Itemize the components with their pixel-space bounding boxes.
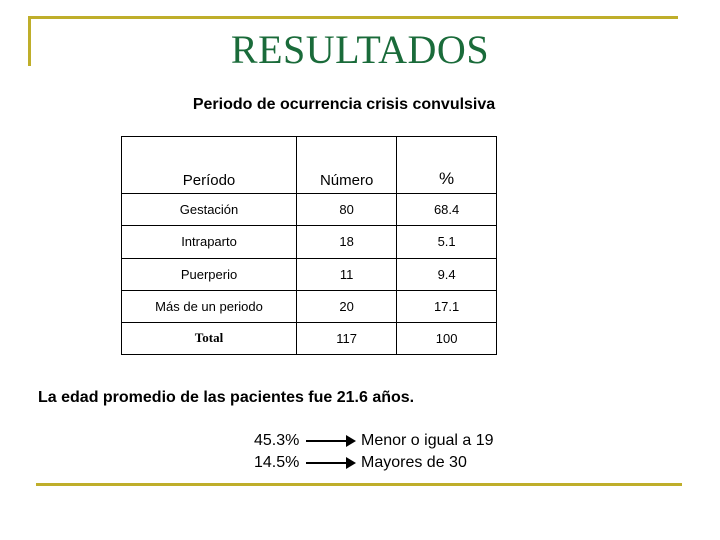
right-arrow-icon bbox=[306, 435, 356, 447]
bottom-border-line bbox=[36, 483, 682, 486]
cell-percent: 5.1 bbox=[397, 226, 497, 258]
page-title: RESULTADOS bbox=[230, 27, 490, 72]
column-header-percent: % bbox=[397, 137, 497, 194]
average-age-note: La edad promedio de las pacientes fue 21.6 años. bbox=[38, 389, 415, 406]
age-stat-percent: 14.5% bbox=[254, 454, 300, 471]
results-table-container bbox=[121, 136, 497, 355]
cell-total-label: Total bbox=[122, 322, 297, 354]
cell-total-percent: 100 bbox=[397, 322, 497, 354]
cell-number: 20 bbox=[297, 290, 397, 322]
cell-percent: 68.4 bbox=[397, 194, 497, 226]
cell-number: 80 bbox=[297, 194, 397, 226]
results-table bbox=[121, 136, 497, 355]
cell-number: 18 bbox=[297, 226, 397, 258]
cell-percent: 9.4 bbox=[397, 258, 497, 290]
age-stat-percent: 45.3% bbox=[254, 432, 300, 449]
column-header-number: Número bbox=[297, 137, 397, 194]
cell-percent: 17.1 bbox=[397, 290, 497, 322]
table-row bbox=[122, 194, 497, 226]
table-row bbox=[122, 226, 497, 258]
top-border-line bbox=[28, 16, 678, 19]
table-row bbox=[122, 258, 497, 290]
table-header-row bbox=[122, 137, 497, 194]
cell-number: 11 bbox=[297, 258, 397, 290]
cell-period: Puerperio bbox=[122, 258, 297, 290]
table-row bbox=[122, 290, 497, 322]
age-stat-label: Mayores de 30 bbox=[361, 454, 467, 471]
column-header-period: Período bbox=[122, 137, 297, 194]
table-total-row bbox=[122, 322, 497, 354]
cell-period: Más de un periodo bbox=[122, 290, 297, 322]
cell-total-number: 117 bbox=[297, 322, 397, 354]
cell-period: Intraparto bbox=[122, 226, 297, 258]
cell-period: Gestación bbox=[122, 194, 297, 226]
table-subtitle: Periodo de ocurrencia crisis convulsiva bbox=[192, 96, 496, 113]
age-stat-label: Menor o igual a 19 bbox=[361, 432, 494, 449]
right-arrow-icon bbox=[306, 457, 356, 469]
